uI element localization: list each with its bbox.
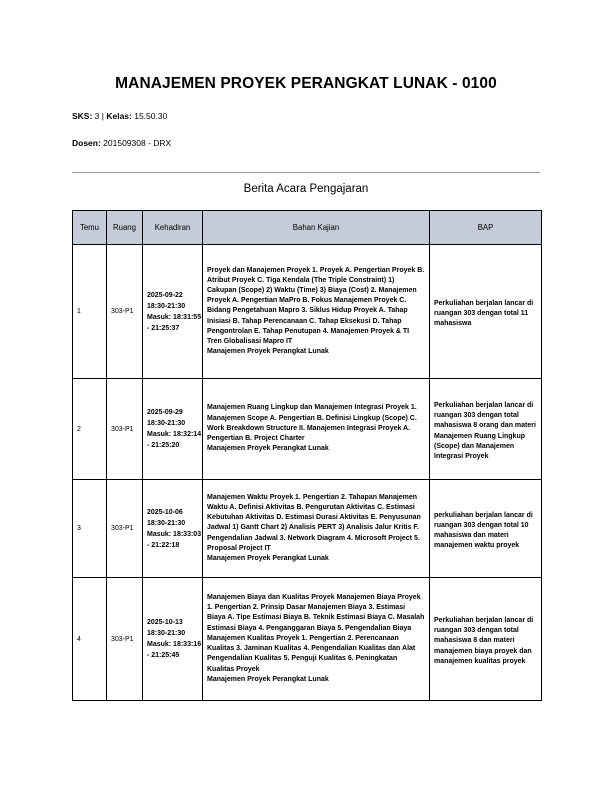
sks-value: 3 | (92, 111, 107, 121)
bahan-kajian-text: Manajemen Ruang Lingkup dan Manajemen Integrasi Proyek 1. Manajemen Scope A. Pengertian B. Definisi Lingkup (Scope) C. Work Breakdown Structure II. Manajemen Integrasi Proyek A. Pengertian B. Project Charter (207, 404, 417, 443)
cell-bahan-kajian (203, 379, 430, 480)
dosen-label: Dosen: (72, 138, 101, 148)
cell-bahan-kajian (203, 480, 430, 578)
table-row (73, 480, 542, 578)
cell-temu: 3 (73, 480, 107, 578)
dosen-value: 201509308 - DRX (100, 138, 172, 148)
cell-ruang: 303-P1 (107, 480, 143, 578)
table-row (73, 379, 542, 480)
cell-bap: Perkuliahan berjalan lancar di ruangan 303 dengan total mahasiswa 8 orang dan materi Manajemen Ruang Lingkup (Scope) dan Manajemen Integrasi Proyek (430, 379, 542, 480)
cell-temu: 1 (73, 245, 107, 379)
cell-ruang: 303-P1 (107, 578, 143, 701)
header-ruang: Ruang (107, 211, 143, 245)
teaching-record-table (72, 210, 542, 701)
section-title: Berita Acara Pengajaran (243, 183, 369, 195)
cell-bap: Perkuliahan berjalan lancar di ruangan 303 dengan total 11 mahasiswa (430, 245, 542, 379)
kelas-label: Kelas: (106, 111, 132, 121)
cell-temu: 4 (73, 578, 107, 701)
cell-bap: perkuliahan berjalan lancar di ruangan 303 dengan total 10 mahasiswa dan materi manajemen waktu proyek (430, 480, 542, 578)
bahan-kajian-course: Manajemen Proyek Perangkat Lunak (207, 555, 329, 562)
cell-kehadiran: 2025-10-13 18:30-21:30 Masuk: 18:33:16 - 21:25:45 (143, 578, 203, 701)
bahan-kajian-course: Manajemen Proyek Perangkat Lunak (207, 348, 329, 356)
bahan-kajian-text: Proyek dan Manajemen Proyek 1. Proyek A. Pengertian Proyek B. Atribut Proyek C. Tiga Kendala (The Triple Constraint) 1) Cakupan (Scope) 2) Waktu (Time) 3) Biaya (Cost) 2. Manajemen Proyek A. Pengertian MaPro B. Fokus Manajemen Proyek C. Bidang Pengetahuan Mapro 3. Siklus Hidup Proyek A. Tahap Inisiasi B. Tahap Perencanaan C. Tahap Eksekusi D. Tahap Pengontrolan E. Tahap Penutupan 4. Manajemen Proyek & TI Tren Globalisasi Mapro IT (207, 266, 425, 345)
divider (72, 172, 540, 173)
header-bahan-kajian: Bahan Kajian (203, 211, 430, 245)
bahan-kajian-course: Manajemen Proyek Perangkat Lunak (207, 445, 329, 453)
table-header-row (73, 211, 542, 245)
cell-bahan-kajian (203, 245, 430, 379)
header-bap: BAP (430, 211, 542, 245)
cell-bahan-kajian (203, 578, 430, 701)
cell-ruang: 303-P1 (107, 245, 143, 379)
cell-kehadiran: 2025-09-29 18:30-21:30 Masuk: 18:32:14 - 21:25:20 (143, 379, 203, 480)
kelas-value: 15.50.30 (131, 111, 168, 121)
header-temu: Temu (73, 211, 107, 245)
cell-kehadiran: 2025-09-22 18:30-21:30 Masuk: 18:31:55 - 21:25:37 (143, 245, 203, 379)
course-info (72, 111, 167, 121)
lecturer-info (72, 138, 171, 148)
bahan-kajian-text: Manajemen Biaya dan Kualitas Proyek Manajemen Biaya Proyek 1. Pengertian 2. Prinsip Dasar Manajemen Biaya 3. Estimasi Biaya A. Tipe Estimasi Biaya B. Teknik Estimasi Biaya C. Masalah Estimasi Biaya 4. Penganggaran Biaya 5. Pengendalian Biaya Manajemen Kualitas Proyek 1. Pengertian 2. Perencanaan Kualitas 3. Jaminan Kualitas 4. Pengendalian Kualitas dan Alat Pengendalian Kualitas 5. Penguji Kualitas 6. Peningkatan Kualitas Proyek (207, 594, 425, 673)
table-row (73, 578, 542, 701)
sks-label: SKS: (72, 111, 93, 121)
cell-kehadiran: 2025-10-06 18:30-21:30 Masuk: 18:33:03 - 21:22:18 (143, 480, 203, 578)
table-row (73, 245, 542, 379)
cell-ruang: 303-P1 (107, 379, 143, 480)
cell-temu: 2 (73, 379, 107, 480)
cell-bap: Perkuliahan berjalan lancar di ruangan 303 dengan total mahasiswa 8 dan materi manajemen biaya proyek dan manajemen kualitas proyek (430, 578, 542, 701)
header-kehadiran: Kehadiran (143, 211, 203, 245)
document-title: MANAJEMEN PROYEK PERANGKAT LUNAK - 0100 (115, 75, 497, 92)
bahan-kajian-course: Manajemen Proyek Perangkat Lunak (207, 675, 329, 683)
bahan-kajian-text: Manajemen Waktu Proyek 1. Pengertian 2. Tahapan Manajemen Waktu A. Definisi Aktivitas B. Pengurutan Aktivitas C. Estimasi Kebutuhan Aktivitas D. Estimasi Durasi Aktivitas E. Penyusunan Jadwal 1) Gantt Chart 2) Analisis PERT 3) Analisis Jalur Kritis F. Pengendalian Jadwal 3. Network Diagram 4. Microsoft Project 5. Proposal Project IT (207, 493, 421, 552)
